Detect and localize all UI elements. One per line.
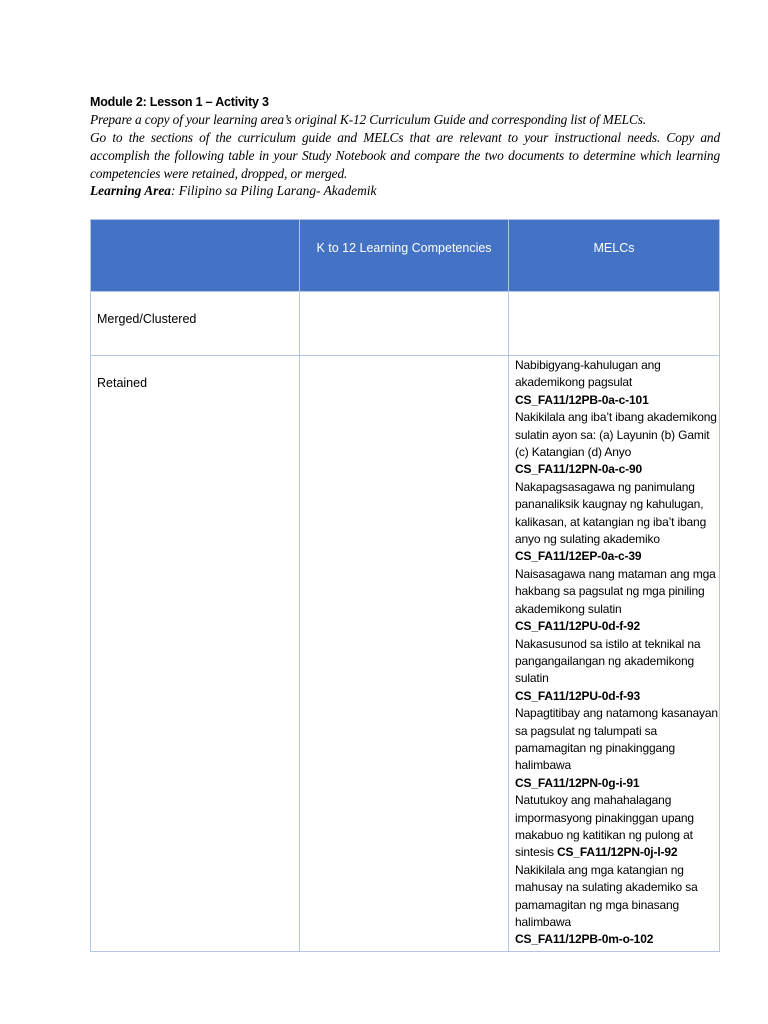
header-label-blank xyxy=(91,220,299,241)
learning-area-label: Learning Area xyxy=(90,183,171,198)
module-title: Module 2: Lesson 1 – Activity 3 xyxy=(90,95,269,109)
melc-code: CS_FA11/12PU-0d-f-92 xyxy=(515,619,641,634)
melc-text: Nakikilala ang mga katangian ng mahusay na sulating akademiko sa pamamagitan ng mga binasang halimbawa xyxy=(515,862,698,929)
table-row-retained xyxy=(91,356,720,952)
competencies-table xyxy=(90,219,720,952)
table-row-merged xyxy=(91,292,720,356)
melc-text: Nakikilala ang iba’t ibang akademikong sulatin ayon sa: (a) Layunin (b) Gamit (c) Katangian (d) Anyo xyxy=(515,410,717,460)
page-heading xyxy=(90,93,720,198)
melc-code: CS_FA11/12EP-0a-c-39 xyxy=(515,549,642,564)
melc-text: Nakasusunod sa istilo at teknikal na pangangailangan ng akademikong sulatin xyxy=(515,636,701,686)
melc-item-1 xyxy=(515,358,661,407)
melc-code: CS_FA11/12PB-0m-o-102 xyxy=(515,932,654,947)
melc-item-5 xyxy=(515,637,700,703)
melc-text: Nabibigyang-kahulugan ang akademikong pagsulat xyxy=(515,358,661,390)
melc-text: Naisasagawa nang mataman ang mga hakbang sa pagsulat ng mga piniling akademikong sulatin xyxy=(515,566,716,616)
k12-cell-retained xyxy=(300,356,509,952)
melc-text: Nakapagsasagawa ng panimulang pananaliksik kaugnay ng kahulugan, kalikasan, at katangian ng iba’t ibang anyo ng sulating akademiko xyxy=(515,479,707,547)
melc-item-7 xyxy=(515,793,694,859)
instruction-paragraph-1: Prepare a copy of your learning area’s original K-12 Curriculum Guide and corresponding list of MELCs. xyxy=(90,112,647,127)
melc-item-2 xyxy=(515,410,717,476)
melc-text: Natutukoy ang mahahalagang impormasyong pinakinggan upang makabuo ng katitikan ng pulong at sintesis xyxy=(515,793,694,860)
learning-area-value: : Filipino sa Piling Larang- Akademik xyxy=(170,183,377,198)
row-label-retained: Retained xyxy=(91,356,300,952)
melc-item-3 xyxy=(515,480,706,564)
melc-item-4 xyxy=(515,567,716,633)
instruction-paragraph-2: Go to the sections of the curriculum guide and MELCs that are relevant to your instructional needs. Copy and accomplish the following table in your Study Notebook and compare the two documents to determine which learning competencies were retained, dropped, or merged. xyxy=(90,130,720,181)
melc-item-8 xyxy=(515,863,698,947)
header-label-k12: K to 12 Learning Competencies xyxy=(316,241,492,255)
melcs-cell-merged xyxy=(509,292,720,356)
melc-code: CS_FA11/12PN-0g-i-91 xyxy=(515,775,640,790)
table-header-row xyxy=(91,220,720,292)
header-cell-k12 xyxy=(300,220,509,292)
melc-text: Napagtitibay ang natamong kasanayan sa pagsulat ng talumpati sa pamamagitan ng pinakinggang halimbawa xyxy=(515,706,718,773)
melc-code: CS_FA11/12PN-0a-c-90 xyxy=(515,462,643,477)
row-label-merged: Merged/Clustered xyxy=(91,292,300,356)
header-label-melcs: MELCs xyxy=(593,241,635,255)
header-cell-melcs xyxy=(509,220,720,292)
header-cell-blank xyxy=(91,220,300,292)
learning-area-line xyxy=(90,183,720,198)
melc-code: CS_FA11/12PU-0d-f-93 xyxy=(515,688,641,703)
melc-code: CS_FA11/12PB-0a-c-101 xyxy=(515,392,649,407)
melc-item-6 xyxy=(515,706,718,790)
melc-code: CS_FA11/12PN-0j-l-92 xyxy=(557,845,678,860)
k12-cell-merged xyxy=(300,292,509,356)
melcs-cell-retained xyxy=(509,356,720,952)
